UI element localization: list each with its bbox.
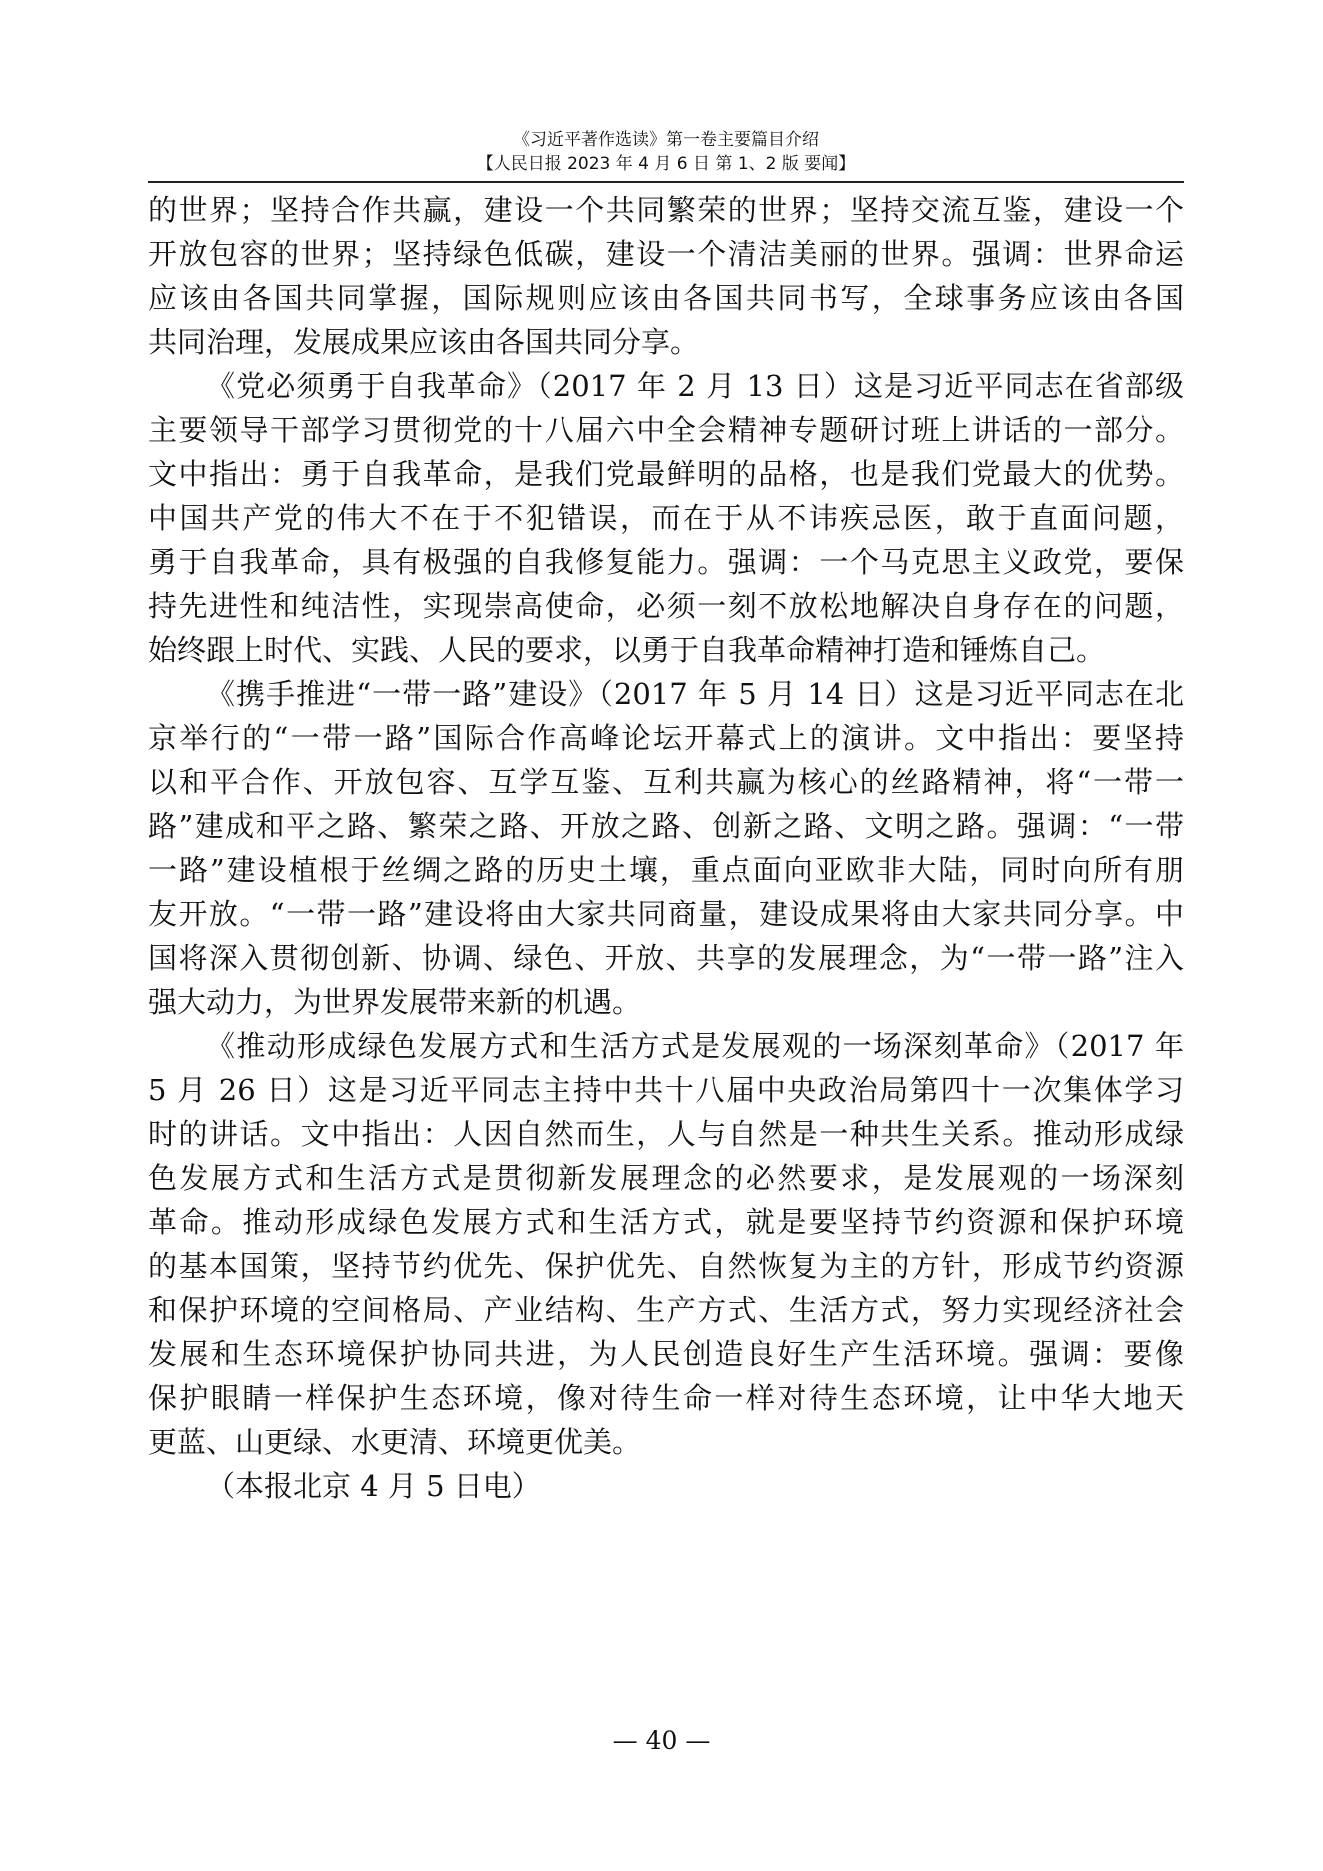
text-line: 《携手推进“一带一路”建设》（2017 年 5 月 14 日）这是习近平同志在北 [206, 677, 1184, 711]
text-line: 国将深入贯彻创新、协调、绿色、开放、共享的发展理念，为“一带一路”注入 [148, 941, 1184, 975]
text-line: 的基本国策，坚持节约优先、保护优先、自然恢复为主的方针，形成节约资源 [148, 1249, 1184, 1283]
header-title: 《习近平著作选读》第一卷主要篇目介绍 [513, 130, 819, 150]
text-line: 开放包容的世界；坚持绿色低碳，建设一个清洁美丽的世界。强调：世界命运 [148, 237, 1184, 271]
article-body [148, 188, 1184, 1508]
text-line: 更蓝、山更绿、水更清、环境更优美。 [148, 1425, 642, 1459]
text-line: 时的讲话。文中指出：人因自然而生，人与自然是一种共生关系。推动形成绿 [148, 1117, 1184, 1151]
text-line: 的世界；坚持合作共赢，建设一个共同繁荣的世界；坚持交流互鉴，建设一个 [148, 193, 1184, 227]
text-line: 强大动力，为世界发展带来新的机遇。 [148, 985, 642, 1019]
text-line: 共同治理，发展成果应该由各国共同分享。 [148, 325, 700, 359]
paragraph-belt-and-road [148, 672, 1184, 1024]
paragraph-self-revolution [148, 364, 1184, 672]
text-line: 路”建成和平之路、繁荣之路、开放之路、创新之路、文明之路。强调：“一带 [148, 809, 1184, 843]
text-line: 《推动形成绿色发展方式和生活方式是发展观的一场深刻革命》（2017 年 [206, 1029, 1184, 1063]
text-line: 应该由各国共同掌握，国际规则应该由各国共同书写，全球事务应该由各国 [148, 281, 1184, 315]
text-line: 文中指出：勇于自我革命，是我们党最鲜明的品格，也是我们党最大的优势。 [148, 457, 1184, 491]
text-line: 主要领导干部学习贯彻党的十八届六中全会精神专题研讨班上讲话的一部分。 [148, 413, 1184, 447]
text-line: 革命。推动形成绿色发展方式和生活方式，就是要坚持节约资源和保护环境 [148, 1205, 1184, 1239]
page-number: — 40 — [612, 1726, 711, 1755]
running-header [148, 128, 1184, 176]
header-source: 【人民日报 2023 年 4 月 6 日 第 1、2 版 要闻】 [476, 154, 856, 174]
text-line: 友开放。“一带一路”建设将由大家共同商量，建设成果将由大家共同分享。中 [148, 897, 1184, 931]
text-line: 中国共产党的伟大不在于不犯错误，而在于从不讳疾忌医，敢于直面问题， [148, 501, 1184, 535]
text-line: 一路”建设植根于丝绸之路的历史土壤，重点面向亚欧非大陆，同时向所有朋 [148, 853, 1184, 887]
text-line: 和保护环境的空间格局、产业结构、生产方式、生活方式，努力实现经济社会 [148, 1293, 1184, 1327]
text-line: 持先进性和纯洁性，实现崇高使命，必须一刻不放松地解决自身存在的问题， [148, 589, 1184, 623]
text-line: 《党必须勇于自我革命》（2017 年 2 月 13 日）这是习近平同志在省部级 [206, 369, 1184, 403]
text-line: 始终跟上时代、实践、人民的要求，以勇于自我革命精神打造和锤炼自己。 [148, 633, 1106, 667]
text-line: 以和平合作、开放包容、互学互鉴、互利共赢为核心的丝路精神，将“一带一 [148, 765, 1184, 799]
text-line: 京举行的“一带一路”国际合作高峰论坛开幕式上的演讲。文中指出：要坚持 [148, 721, 1184, 755]
text-line: 勇于自我革命，具有极强的自我修复能力。强调：一个马克思主义政党，要保 [148, 545, 1184, 579]
text-line: 5 月 26 日）这是习近平同志主持中共十八届中央政治局第四十一次集体学习 [148, 1073, 1184, 1107]
text-line: 色发展方式和生活方式是贯彻新发展理念的必然要求，是发展观的一场深刻 [148, 1161, 1184, 1195]
text-line: 发展和生态环境保护协同共进，为人民创造良好生产生活环境。强调：要像 [148, 1337, 1184, 1371]
dateline: （本报北京 4 月 5 日电） [206, 1469, 541, 1503]
text-line: 保护眼睛一样保护生态环境，像对待生命一样对待生态环境，让中华大地天 [148, 1381, 1184, 1415]
header-divider [148, 181, 1184, 183]
paragraph-continued [148, 188, 1184, 364]
paragraph-green-development [148, 1024, 1184, 1464]
